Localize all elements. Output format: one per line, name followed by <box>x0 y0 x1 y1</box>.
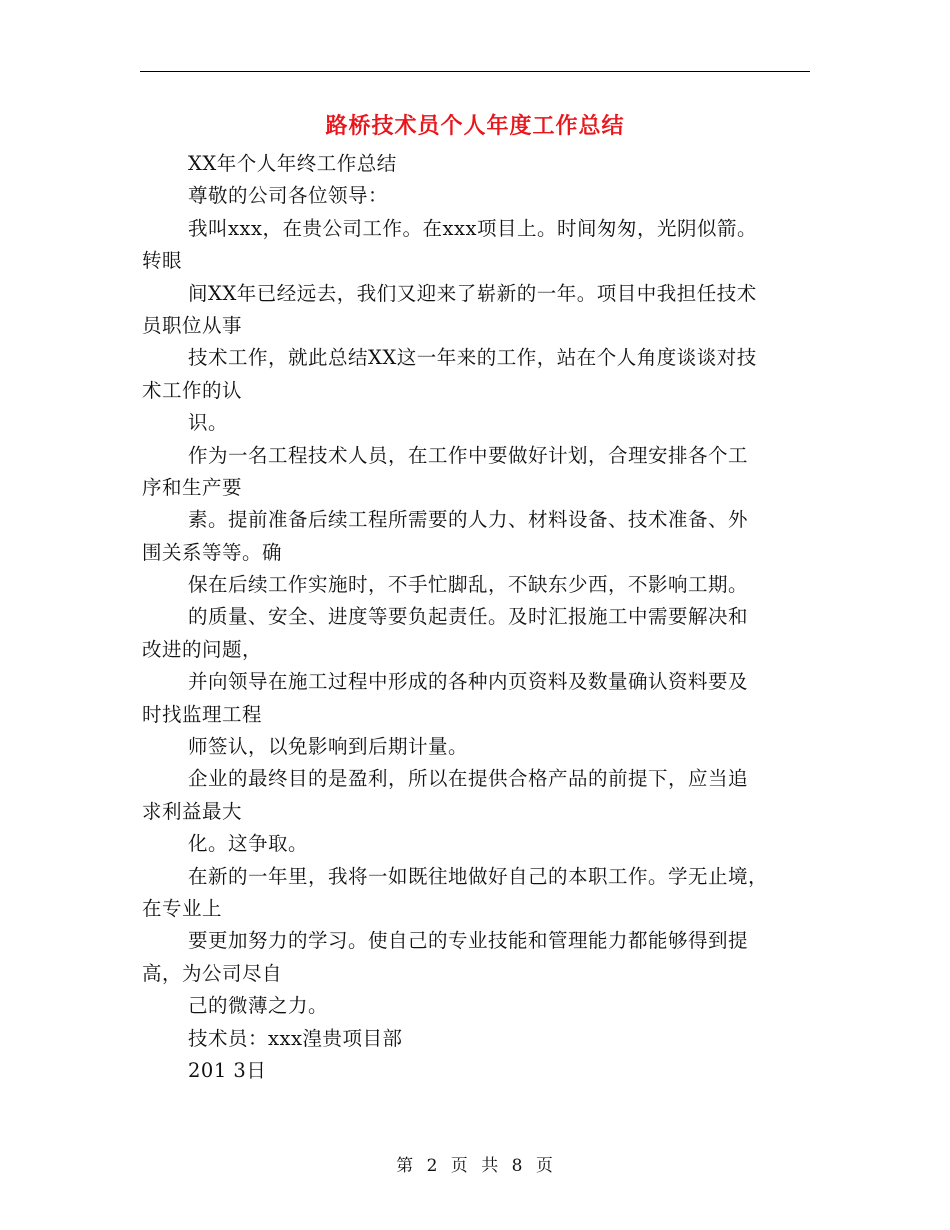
paragraph-line: 在新的一年里，我将一如既往地做好自己的本职工作。学无止境， <box>188 864 769 888</box>
paragraph-line: 化。这争取。 <box>188 832 309 856</box>
paragraph-line: 识。 <box>188 411 229 435</box>
paragraph-line: 并向领导在施工过程中形成的各种内页资料及数量确认资料要及 <box>188 670 749 694</box>
document-title: 路桥技术员个人年度工作总结 <box>325 113 625 139</box>
paragraph-line: XX年个人年终工作总结 <box>188 152 397 175</box>
paragraph-line: 企业的最终目的是盈利，所以在提供合格产品的前提下，应当追 <box>188 767 749 791</box>
paragraph-continuation-line: 在专业上 <box>142 896 223 920</box>
paragraph-continuation-line: 改进的问题， <box>142 637 263 661</box>
paragraph-line: 尊敬的公司各位领导： <box>188 184 389 208</box>
paragraph-continuation-line: 高，为公司尽自 <box>142 961 283 985</box>
paragraph-line: 我叫xxx，在贵公司工作。在xxx项目上。时间匆匆，光阴似箭。 <box>188 216 757 240</box>
paragraph-continuation-line: 员职位从事 <box>142 313 243 337</box>
paragraph-line: 己的微薄之力。 <box>188 994 329 1018</box>
paragraph-line: 的质量、安全、进度等要负起责任。及时汇报施工中需要解决和 <box>188 605 749 629</box>
paragraph-continuation-line: 序和生产要 <box>142 475 243 499</box>
paragraph-continuation-line: 求利益最大 <box>142 799 243 823</box>
header-rule <box>140 71 810 72</box>
paragraph-line: 技术工作，就此总结XX这一年来的工作，站在个人角度谈谈对技 <box>188 346 757 370</box>
document-body <box>142 148 802 1087</box>
paragraph-continuation-line: 术工作的认 <box>142 378 243 402</box>
paragraph-line: 201 3日 <box>188 1058 267 1082</box>
paragraph-line: 间XX年已经远去，我们又迎来了崭新的一年。项目中我担任技术 <box>188 281 757 305</box>
page-number-footer: 第 2 页 共 8 页 <box>396 1156 554 1176</box>
paragraph-line: 要更加努力的学习。使自己的专业技能和管理能力都能够得到提 <box>188 929 749 953</box>
paragraph-line: 保在后续工作实施时，不手忙脚乱，不缺东少西，不影响工期。 <box>188 573 749 597</box>
paragraph-continuation-line: 时找监理工程 <box>142 702 263 726</box>
paragraph-continuation-line: 转眼 <box>142 249 183 273</box>
paragraph-line: 师签认，以免影响到后期计量。 <box>188 735 469 759</box>
paragraph-line: 技术员：xxx湟贵项目部 <box>188 1026 403 1050</box>
paragraph-line: 作为一名工程技术人员，在工作中要做好计划，合理安排各个工 <box>188 443 749 467</box>
paragraph-line: 素。提前准备后续工程所需要的人力、材料设备、技术准备、外 <box>188 508 749 532</box>
paragraph-continuation-line: 围关系等等。确 <box>142 540 283 564</box>
